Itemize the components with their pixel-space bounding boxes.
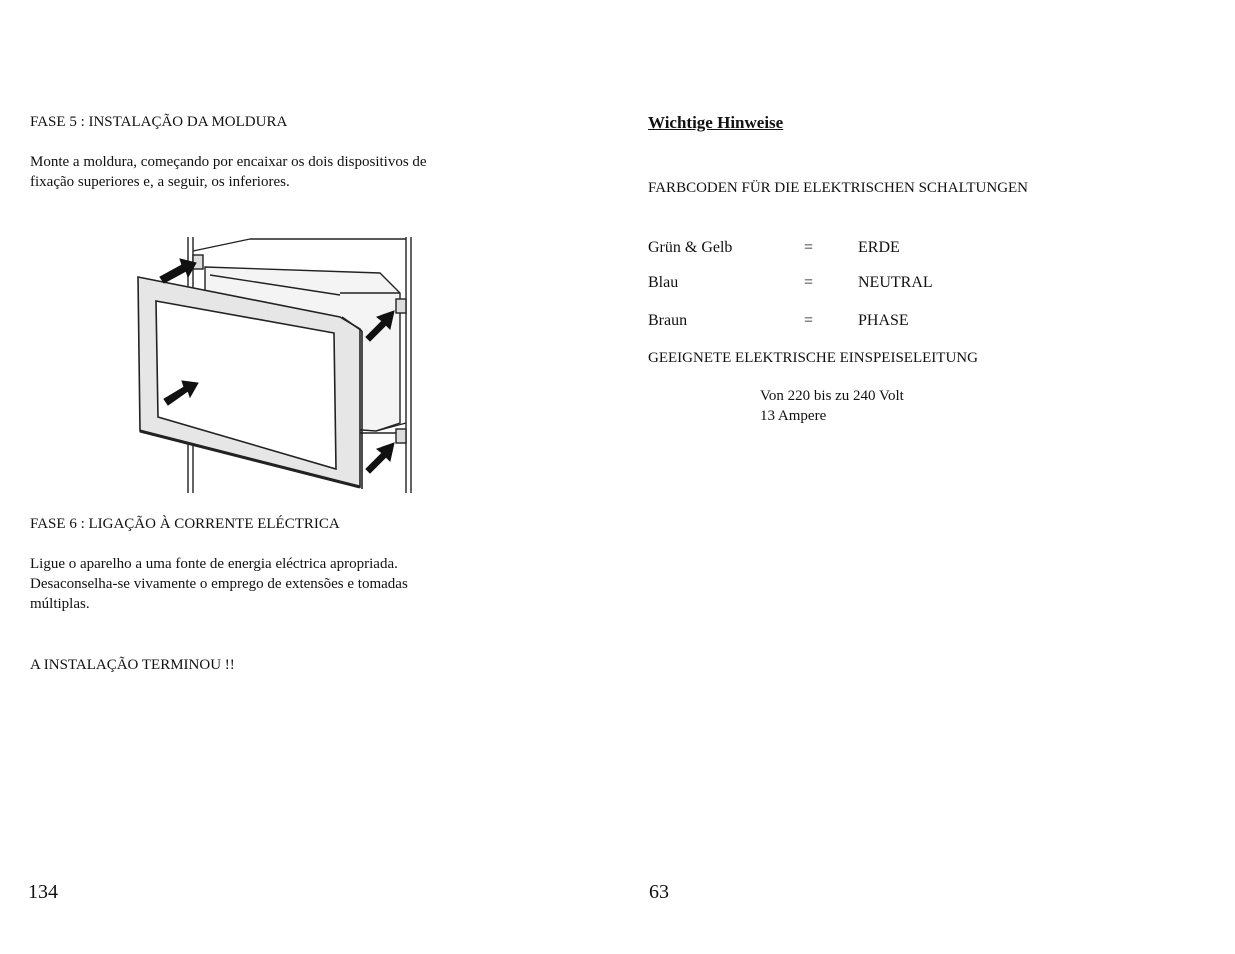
wire-meaning: ERDE [858, 239, 900, 256]
left-page-number: 134 [28, 881, 58, 903]
equals-sign: = [804, 312, 814, 329]
supply-heading: GEEIGNETE ELEKTRISCHE EINSPEISELEITUNG [648, 350, 978, 366]
installation-finished-text: A INSTALAÇÃO TERMINOU !! [30, 657, 235, 673]
step6-line: múltiplas. [30, 596, 90, 612]
voltage-value: Von 220 bis zu 240 Volt [760, 388, 904, 404]
wire-color: Braun [648, 312, 688, 329]
wire-meaning: NEUTRAL [858, 274, 933, 291]
frame-installation-illustration [130, 233, 420, 495]
equals-sign: = [804, 239, 814, 256]
step5-heading: FASE 5 : INSTALAÇÃO DA MOLDURA [30, 114, 288, 130]
step6-line: Ligue o aparelho a uma fonte de energia eléctrica apropriada. [30, 556, 398, 572]
wire-color: Blau [648, 274, 679, 291]
equals-sign: = [804, 274, 814, 291]
wire-meaning: PHASE [858, 312, 909, 329]
amperage-value: 13 Ampere [760, 408, 827, 424]
supply-values [760, 386, 904, 426]
right-page-number: 63 [649, 881, 669, 903]
step5-line: fixação superiores e, a seguir, os inferiores. [30, 174, 290, 190]
page-title: Wichtige Hinweise [648, 113, 784, 132]
step6-heading: FASE 6 : LIGAÇÃO À CORRENTE ELÉCTRICA [30, 516, 340, 532]
step5-line: Monte a moldura, começando por encaixar os dois dispositivos de [30, 154, 427, 170]
step6-line: Desaconselha-se vivamente o emprego de extensões e tomadas [30, 576, 408, 592]
step5-paragraph [30, 152, 427, 192]
wire-color: Grün & Gelb [648, 239, 733, 256]
step6-paragraph [30, 554, 408, 614]
color-codes-heading: FARBCODEN FÜR DIE ELEKTRISCHEN SCHALTUNGEN [648, 180, 1029, 196]
